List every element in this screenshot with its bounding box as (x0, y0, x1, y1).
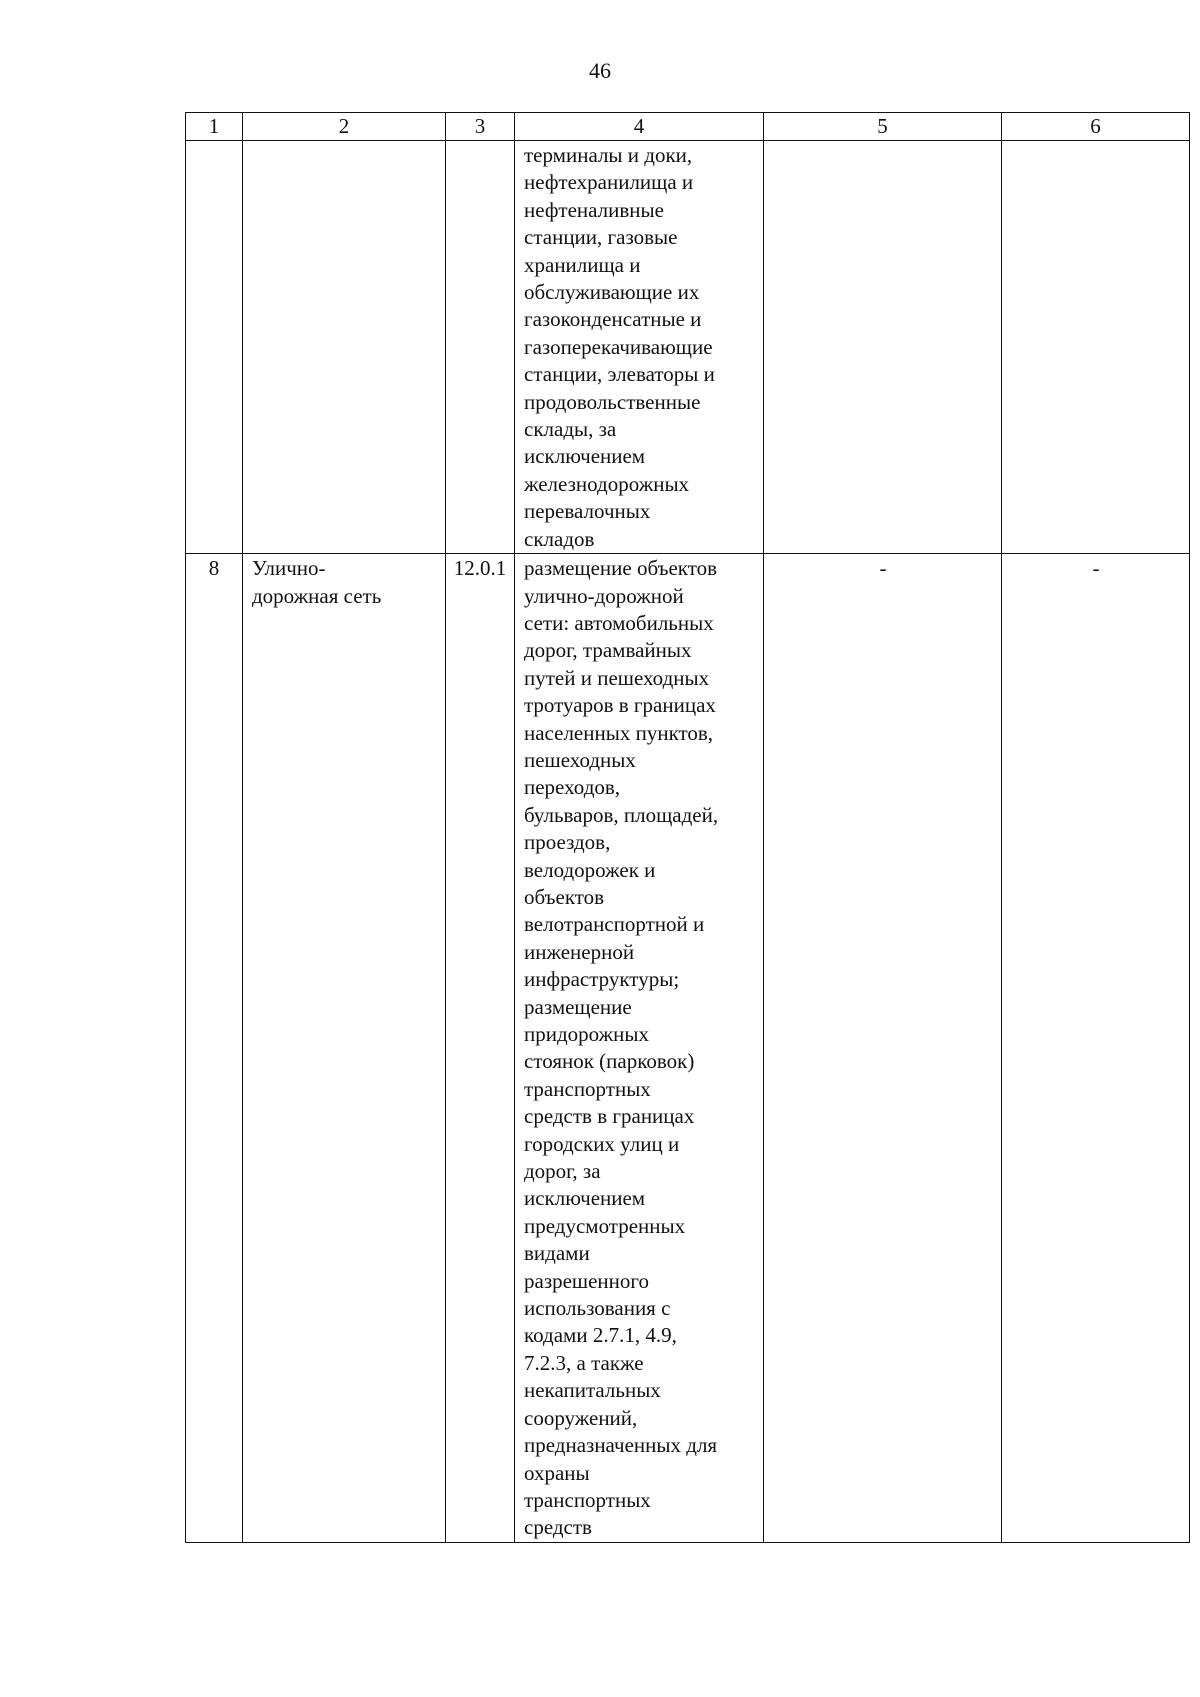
header-row (186, 113, 1190, 141)
use-code-cell: 12.0.1 (446, 554, 515, 1543)
header-col-6: 6 (1002, 113, 1190, 141)
row-number-cell: 8 (186, 554, 243, 1543)
page-number: 46 (589, 58, 611, 83)
header-col-1: 1 (186, 113, 243, 141)
header-col-3: 3 (446, 113, 515, 141)
use-code-cell (446, 141, 515, 554)
header-col-2: 2 (243, 113, 446, 141)
use-description-cell: терминалы и доки, нефтехранилища и нефтеналивные станции, газовые хранилища и обслуживающие их газоконденсатные и газоперекачивающие станции, элеваторы и продовольственные склады, за исключением железнодорожных перевалочных складов (515, 141, 764, 554)
use-name-cell (243, 141, 446, 554)
table-row (186, 554, 1190, 1543)
column-5-cell (764, 141, 1002, 554)
row-number-cell (186, 141, 243, 554)
header-col-5: 5 (764, 113, 1002, 141)
column-6-cell (1002, 141, 1190, 554)
table-row (186, 141, 1190, 554)
column-5-cell: - (764, 554, 1002, 1543)
use-name-cell: Улично- дорожная сеть (243, 554, 446, 1543)
use-description-cell: размещение объектов улично-дорожной сети: автомобильных дорог, трамвайных путей и пешеходных тротуаров в границах населенных пунктов, пешеходных переходов, бульваров, площадей, проездов, велодорожек и объектов велотранспортной и инженерной инфраструктуры; размещение придорожных стоянок (парковок) транспортных средств в границах городских улиц и дорог, за исключением предусмотренных видами разрешенного использования с кодами 2.7.1, 4.9, 7.2.3, а также некапитальных сооружений, предназначенных для охраны транспортных средств (515, 554, 764, 1543)
column-6-cell: - (1002, 554, 1190, 1543)
land-use-table (185, 112, 1190, 1543)
header-col-4: 4 (515, 113, 764, 141)
